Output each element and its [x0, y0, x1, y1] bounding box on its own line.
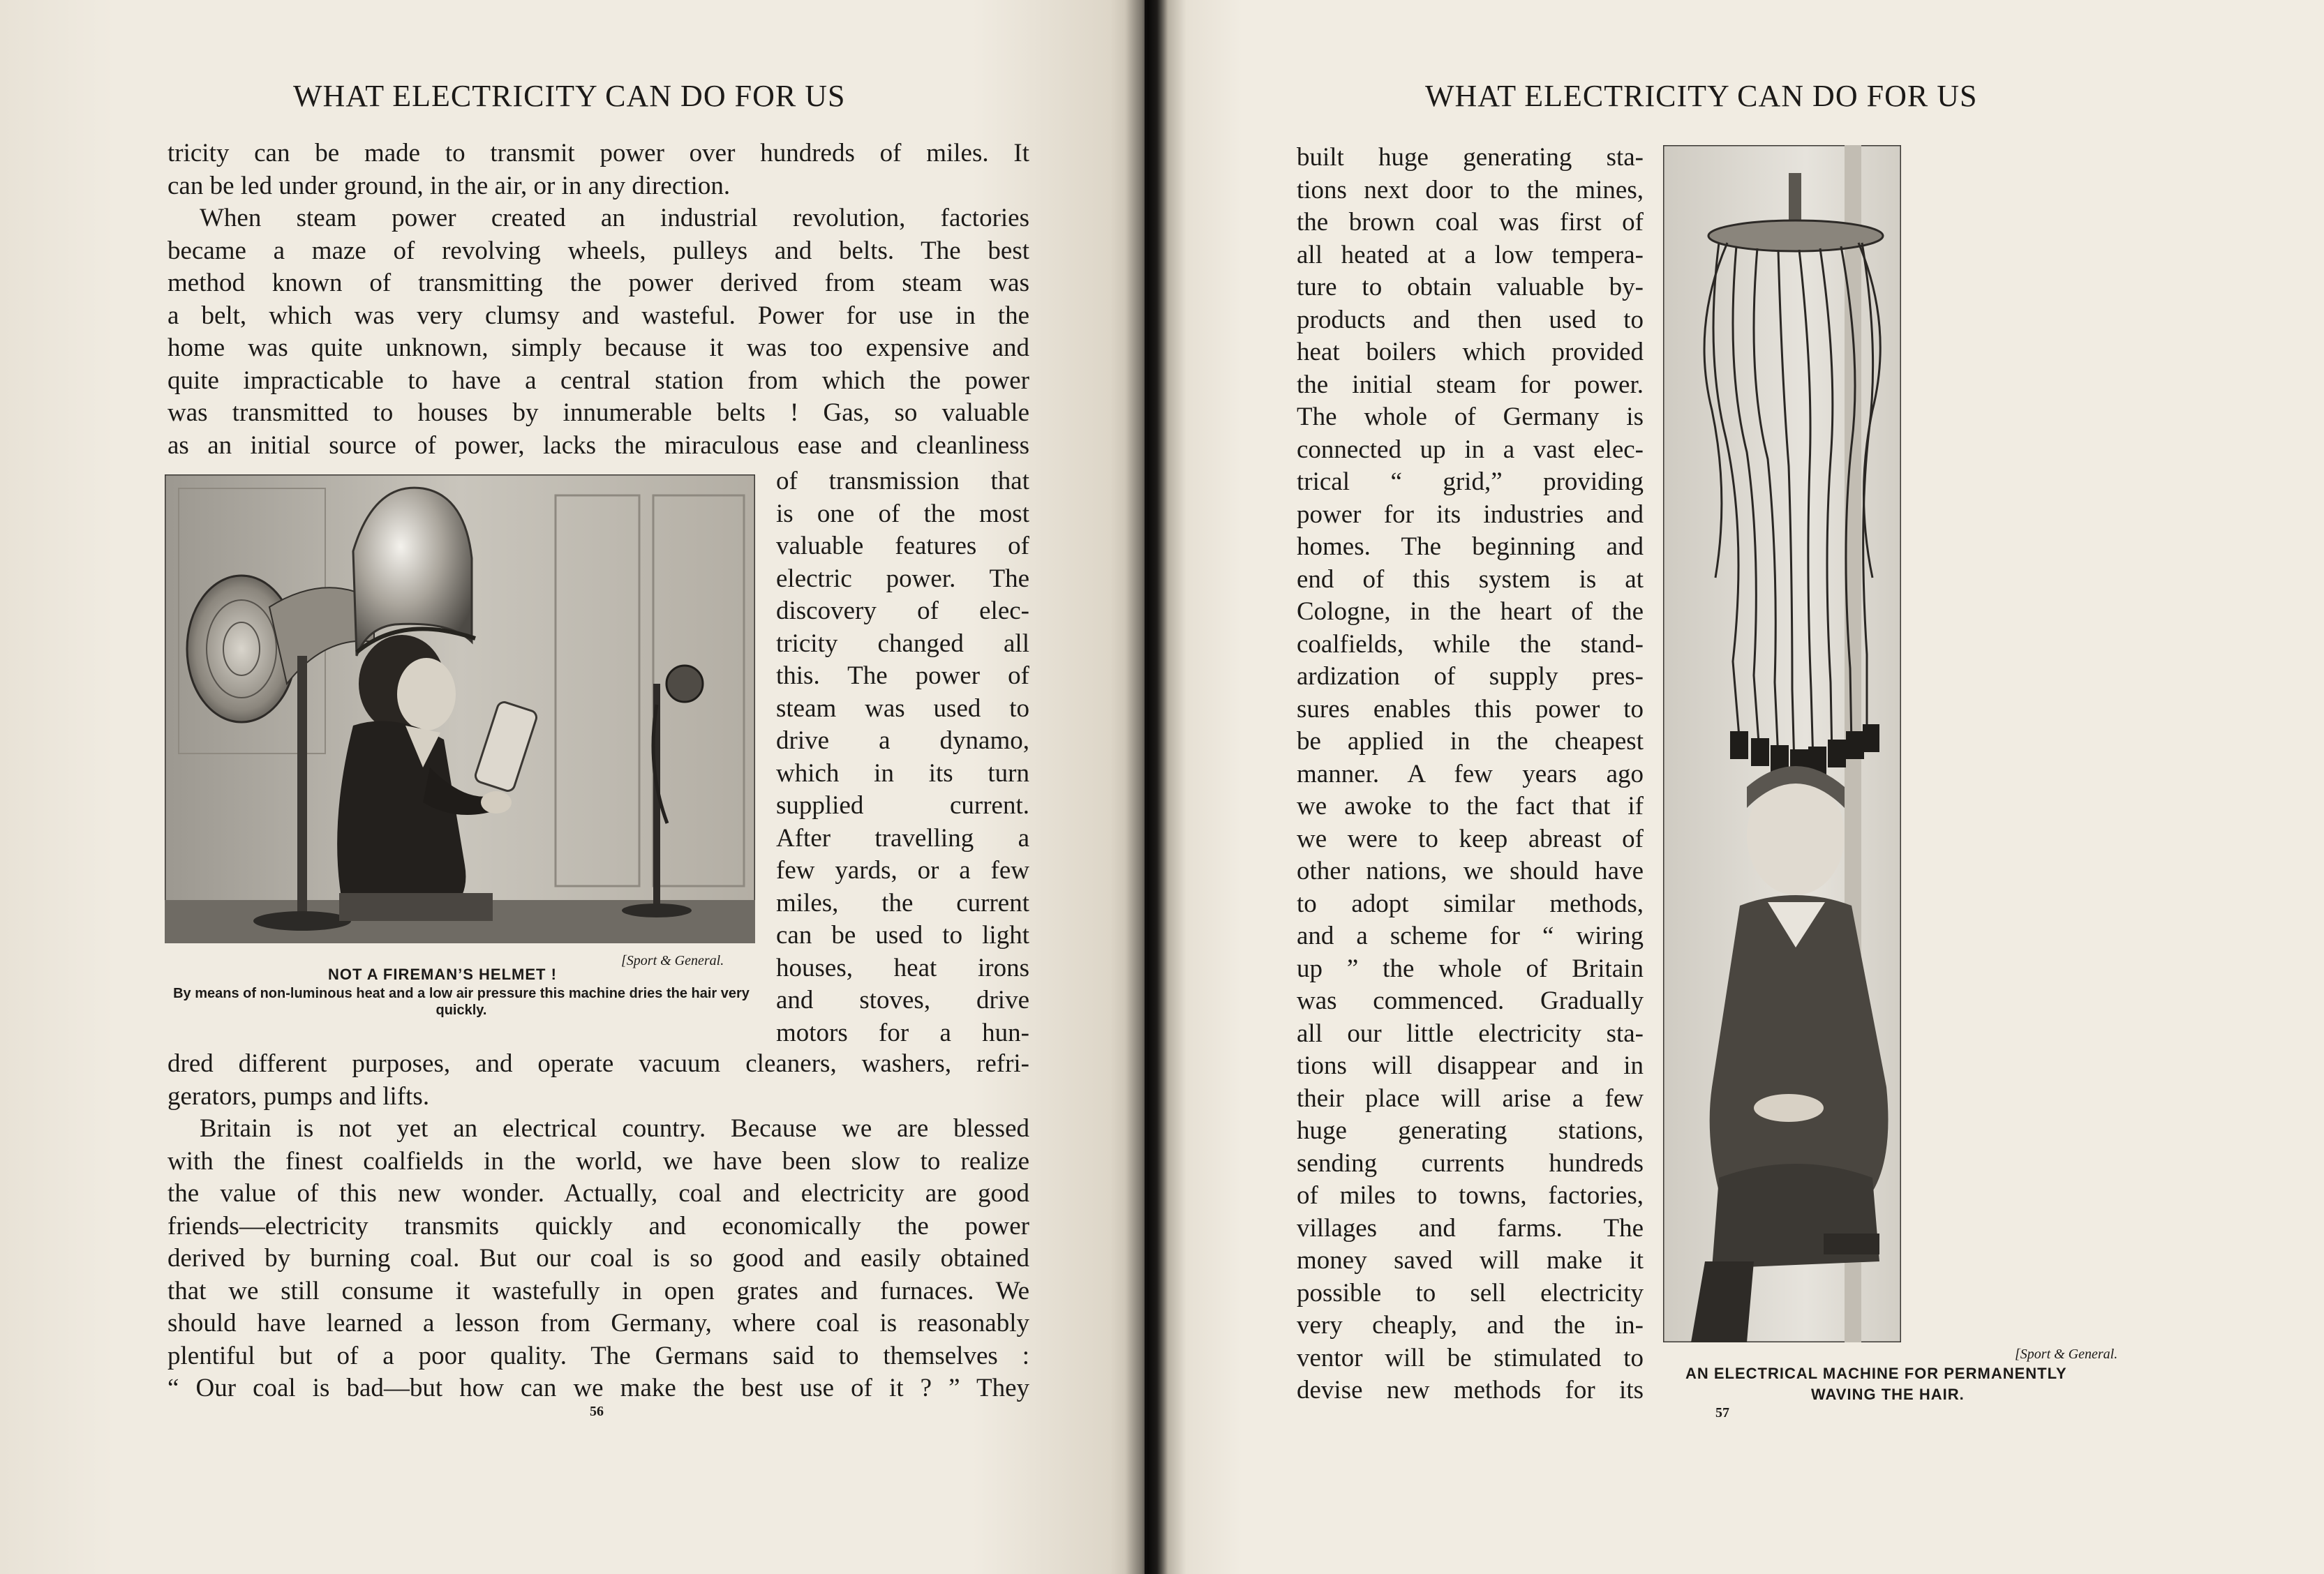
text-line: is one of the most	[776, 499, 1029, 528]
text-line: money saved will make it	[1297, 1246, 1644, 1275]
text-line: can be used to light	[776, 921, 1029, 950]
text-line: manner. A few years ago	[1297, 759, 1644, 788]
text-line: drive a dynamo,	[776, 726, 1029, 755]
text-line: of miles to towns, factories,	[1297, 1181, 1644, 1210]
right-page-number: 57	[1715, 1405, 1729, 1421]
text-line: to adopt similar methods,	[1297, 889, 1644, 918]
text-line: “ Our coal is bad—but how can we make the best use of it ? ” They	[167, 1374, 1029, 1402]
left-page	[0, 0, 1145, 1574]
text-line: Cologne, in the heart of the	[1297, 597, 1644, 626]
text-line: method known of transmitting the power derived from steam was	[167, 269, 1029, 297]
left-photo-caption: By means of non-luminous heat and a low air pressure this machine dries the hair very quickly.	[173, 986, 750, 1018]
text-line: miles, the current	[776, 888, 1029, 917]
text-line: tions next door to the mines,	[1297, 175, 1644, 204]
text-line: plentiful but of a poor quality. The Germans said to themselves :	[167, 1341, 1029, 1370]
text-line: houses, heat irons	[776, 953, 1029, 982]
text-line: heat boilers which provided	[1297, 338, 1644, 366]
text-line: home was quite unknown, simply because it was too expensive and	[167, 333, 1029, 362]
text-line: Britain is not yet an electrical country. Because we are blessed	[200, 1114, 1029, 1143]
text-line: electric power. The	[776, 564, 1029, 593]
text-line: steam was used to	[776, 694, 1029, 723]
text-line: ardization of supply pres-	[1297, 662, 1644, 691]
text-line: we awoke to the fact that if	[1297, 792, 1644, 820]
right-photo-title: AN ELECTRICAL MACHINE FOR PERMANENTLY	[1685, 1365, 2067, 1382]
text-line: valuable features of	[776, 532, 1029, 560]
text-line: became a maze of revolving wheels, pulleys and belts. The best	[167, 236, 1029, 265]
text-line: very cheaply, and the in-	[1297, 1311, 1644, 1340]
text-line: built huge generating sta-	[1297, 143, 1644, 172]
text-line: ventor will be stimulated to	[1297, 1343, 1644, 1372]
left-photo-title: NOT A FIREMAN’S HELMET !	[328, 966, 557, 983]
text-line: all heated at a low tempera-	[1297, 240, 1644, 269]
text-line: tions will disappear and in	[1297, 1051, 1644, 1080]
text-line: devise new methods for its	[1297, 1376, 1644, 1404]
text-line: trical “ grid,” providing	[1297, 467, 1644, 496]
text-line: was transmitted to houses by innumerable belts ! Gas, so valuable	[167, 398, 1029, 427]
text-line: was commenced. Gradually	[1297, 987, 1644, 1015]
text-line: tricity can be made to transmit power over hundreds of miles. It	[167, 139, 1029, 167]
text-line: possible to sell electricity	[1297, 1278, 1644, 1307]
text-line: sending currents hundreds	[1297, 1148, 1644, 1178]
text-line: coalfields, while the stand-	[1297, 629, 1644, 659]
text-line: huge generating stations,	[1297, 1116, 1644, 1145]
text-line: up ” the whole of Britain	[1297, 954, 1644, 983]
text-line: which in its turn	[776, 758, 1029, 788]
text-line: friends—electricity transmits quickly and economically the power	[167, 1211, 1029, 1241]
text-line: few yards, or a few	[776, 856, 1029, 885]
text-line: as an initial source of power, lacks the miraculous ease and cleanliness	[167, 430, 1029, 460]
left-page-number: 56	[590, 1404, 604, 1419]
text-line: dred different purposes, and operate vacuum cleaners, washers, refri-	[167, 1049, 1029, 1078]
text-line: quite impracticable to have a central station from which the power	[167, 366, 1029, 395]
text-line: gerators, pumps and lifts.	[167, 1081, 430, 1111]
text-line: connected up in a vast elec-	[1297, 435, 1644, 464]
text-line: can be led under ground, in the air, or in any direction.	[167, 171, 731, 200]
text-line: the value of this new wonder. Actually, coal and electricity are good	[167, 1179, 1029, 1208]
text-line: products and then used to	[1297, 305, 1644, 334]
text-line: other nations, we should have	[1297, 857, 1644, 885]
text-line: that we still consume it wastefully in open grates and furnaces. We	[167, 1276, 1029, 1305]
text-line: should have learned a lesson from Germany, where coal is reasonably	[167, 1309, 1029, 1337]
text-line: homes. The beginning and	[1297, 532, 1644, 561]
text-line: After travelling a	[776, 823, 1029, 853]
text-line: sures enables this power to	[1297, 694, 1644, 724]
text-line: the brown coal was first of	[1297, 208, 1644, 237]
right-photo-title-line-2: WAVING THE HAIR.	[1811, 1386, 1965, 1403]
permanent-wave-machine-photo	[1663, 145, 1901, 1342]
text-line: The whole of Germany is	[1297, 403, 1644, 431]
right-photo-credit: [Sport & General.	[2015, 1347, 2118, 1362]
text-line: derived by burning coal. But our coal is so good and easily obtained	[167, 1244, 1029, 1273]
hair-dryer-photo	[165, 474, 755, 943]
right-page	[1145, 0, 2324, 1574]
text-line: tricity changed all	[776, 629, 1029, 658]
right-running-head: WHAT ELECTRICITY CAN DO FOR US	[1425, 79, 1978, 113]
text-line: and a scheme for “ wiring	[1297, 922, 1644, 950]
text-line: and stoves, drive	[776, 986, 1029, 1014]
text-line: be applied in the cheapest	[1297, 727, 1644, 756]
text-line: supplied current.	[776, 791, 1029, 820]
text-line: ture to obtain valuable by-	[1297, 273, 1644, 301]
left-running-head: WHAT ELECTRICITY CAN DO FOR US	[293, 79, 846, 113]
text-line: their place will arise a few	[1297, 1084, 1644, 1113]
text-line: with the finest coalfields in the world, we have been slow to realize	[167, 1146, 1029, 1176]
left-photo-credit: [Sport & General.	[621, 953, 724, 968]
text-line: motors for a hun-	[776, 1018, 1029, 1047]
text-line: villages and farms. The	[1297, 1213, 1644, 1243]
book-gutter	[1125, 0, 1167, 1574]
text-line: this. The power of	[776, 661, 1029, 690]
text-line: discovery of elec-	[776, 597, 1029, 625]
text-line: a belt, which was very clumsy and wasteful. Power for use in the	[167, 301, 1029, 330]
text-line: we were to keep abreast of	[1297, 824, 1644, 853]
text-line: of transmission that	[776, 467, 1029, 495]
text-line: the initial steam for power.	[1297, 370, 1644, 399]
text-line: When steam power created an industrial revolution, factories	[200, 204, 1029, 232]
text-line: end of this system is at	[1297, 564, 1644, 594]
text-line: power for its industries and	[1297, 500, 1644, 529]
text-line: all our little electricity sta-	[1297, 1019, 1644, 1048]
